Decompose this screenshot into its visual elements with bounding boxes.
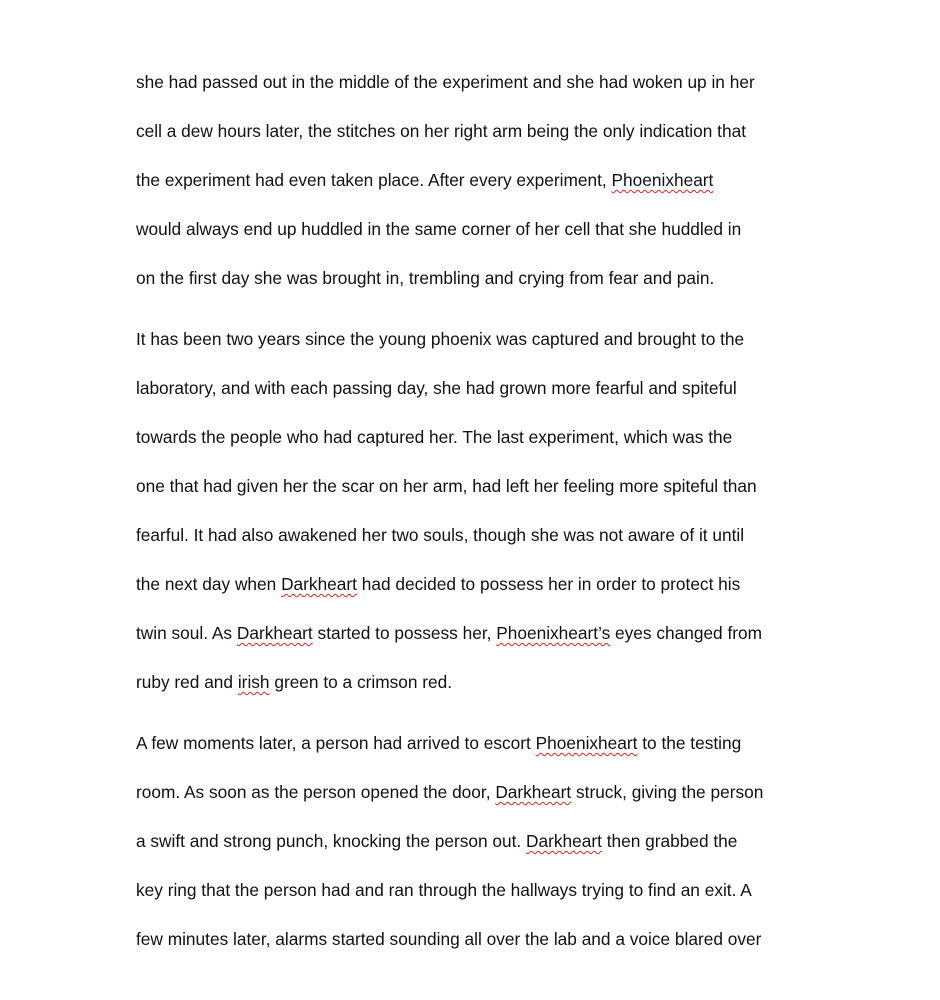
text-line	[136, 376, 737, 400]
text-segment: she had passed out in the middle of the experiment and she had woken up in her	[136, 72, 755, 92]
text-segment: then grabbed the	[601, 831, 738, 851]
text-segment: key ring that the person had and ran through the hallways trying to find an exit. A	[136, 880, 752, 900]
text-segment: cell a dew hours later, the stitches on her right arm being the only indication that	[136, 121, 746, 141]
text-line	[136, 670, 452, 694]
misspelled-word[interactable]: Darkheart	[236, 623, 313, 643]
misspelled-word[interactable]: irish	[237, 672, 270, 692]
text-segment: the next day when	[136, 574, 282, 594]
text-line	[136, 523, 744, 547]
text-segment: would always end up huddled in the same corner of her cell that she huddled in	[136, 219, 742, 239]
text-line	[136, 780, 763, 804]
text-segment: ruby red and	[136, 672, 238, 692]
text-line	[136, 878, 752, 902]
text-segment: the experiment had even taken place. After every experiment,	[136, 170, 612, 190]
text-line	[136, 168, 713, 192]
text-line	[136, 266, 714, 290]
text-segment: twin soul. As	[136, 623, 237, 643]
misspelled-word[interactable]: Phoenixheart’s	[496, 623, 611, 643]
misspelled-word[interactable]: Darkheart	[281, 574, 357, 594]
text-segment: room. As soon as the person opened the door,	[136, 782, 496, 802]
misspelled-word[interactable]: Darkheart	[526, 831, 602, 851]
text-segment: on the first day she was brought in, trembling and crying from fear and pain.	[136, 268, 715, 288]
text-segment: started to possess her,	[312, 623, 497, 643]
text-line	[136, 217, 741, 241]
text-line	[136, 829, 737, 853]
text-segment: fearful. It had also awakened her two souls, though she was not aware of it until	[136, 525, 745, 545]
text-segment: struck, giving the person	[571, 782, 764, 802]
text-line	[136, 731, 741, 755]
text-segment: to the testing	[637, 733, 742, 753]
misspelled-word[interactable]: Phoenixheart	[611, 170, 714, 190]
text-segment: a swift and strong punch, knocking the person out.	[136, 831, 527, 851]
text-segment: A few moments later, a person had arrived to escort	[136, 733, 536, 753]
text-segment: laboratory, and with each passing day, she had grown more fearful and spiteful	[136, 378, 737, 398]
text-segment: had decided to possess her in order to protect his	[356, 574, 741, 594]
text-segment: one that had given her the scar on her arm, had left her feeling more spiteful than	[136, 476, 757, 496]
text-line	[136, 927, 761, 951]
text-line	[136, 474, 757, 498]
text-segment: eyes changed from	[610, 623, 763, 643]
misspelled-word[interactable]: Phoenixheart	[535, 733, 638, 753]
text-line	[136, 425, 732, 449]
text-segment: towards the people who had captured her. The last experiment, which was the	[136, 427, 733, 447]
text-line	[136, 327, 744, 351]
text-segment: It has been two years since the young phoenix was captured and brought to the	[136, 329, 745, 349]
text-segment: green to a crimson red.	[269, 672, 453, 692]
text-line	[136, 119, 746, 143]
text-segment: few minutes later, alarms started sounding all over the lab and a voice blared over	[136, 929, 762, 949]
misspelled-word[interactable]: Darkheart	[495, 782, 572, 802]
text-line	[136, 621, 762, 645]
text-line	[136, 572, 740, 596]
text-line	[136, 70, 755, 94]
